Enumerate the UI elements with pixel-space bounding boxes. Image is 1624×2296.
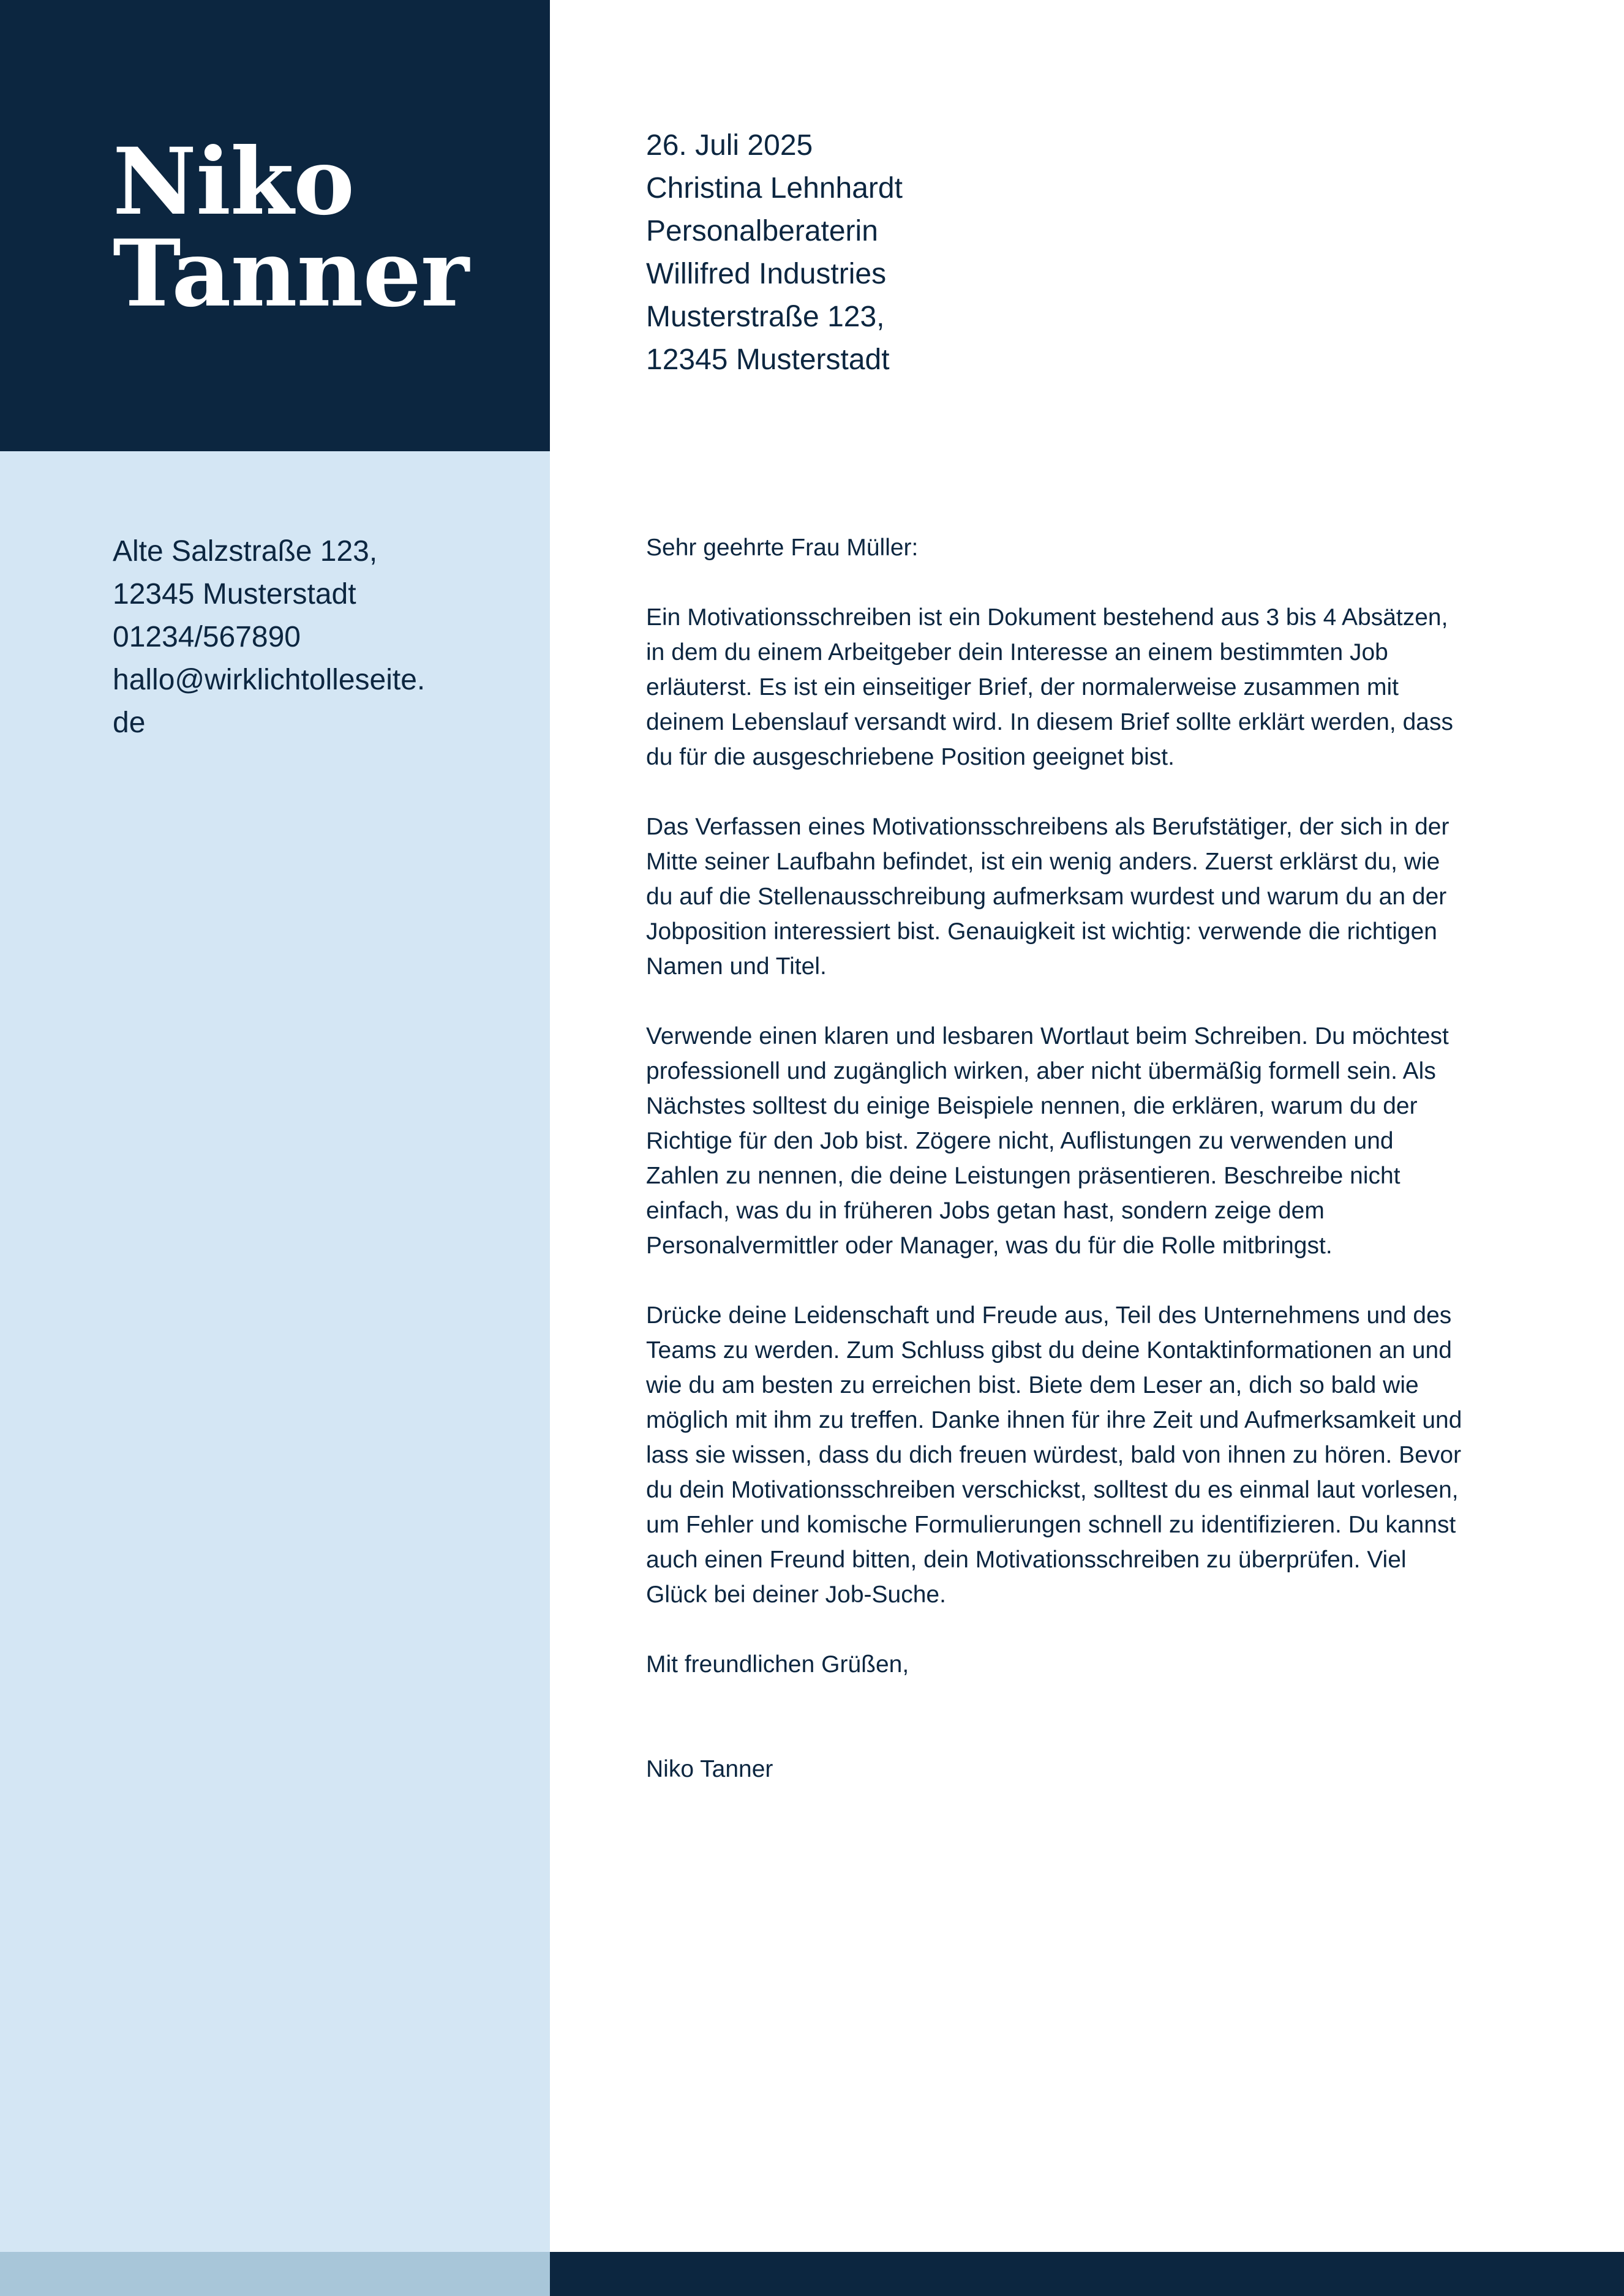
recipient-block	[646, 124, 903, 381]
letter-date: 26. Juli 2025	[646, 129, 813, 162]
sender-address-line1: Alte Salzstraße 123,	[113, 535, 378, 568]
footer-bar-right	[550, 2252, 1624, 2296]
recipient-city: 12345 Musterstadt	[646, 343, 890, 376]
footer-bar-left	[0, 2252, 550, 2296]
letter-paragraph: Ein Motivationsschreiben ist ein Dokument bestehend aus 3 bis 4 Absätzen, in dem du einem Arbeitgeber dein Interesse an einem bestimmten Job erläuterst. Es ist ein einseitiger Brief, der normalerweise zusammen mit deinem Lebenslauf versandt wird. In diesem Brief sollte erklärt werden, dass du für die ausgeschriebene Position geeignet bist.	[646, 604, 1453, 770]
letter-closing: Mit freundlichen Grüßen,	[646, 1651, 909, 1678]
letter-signature: Niko Tanner	[646, 1756, 773, 1782]
recipient-street: Musterstraße 123,	[646, 301, 885, 333]
letter-salutation: Sehr geehrte Frau Müller:	[646, 535, 919, 561]
sender-email-line1: hallo@wirklichtolleseite.	[113, 664, 426, 696]
sender-last-name: Tanner	[113, 220, 469, 328]
sender-address-line2: 12345 Musterstadt	[113, 578, 356, 610]
sender-contact-block	[113, 530, 480, 745]
recipient-name: Christina Lehnhardt	[646, 172, 903, 204]
sender-first-name: Niko	[113, 128, 355, 236]
letter-body	[646, 530, 1467, 1821]
letter-paragraph: Drücke deine Leidenschaft und Freude aus, Teil des Unternehmens und des Teams zu werden. Zum Schluss gibst du deine Kontaktinformationen an und wie du am besten zu erreichen bist. Biete dem Leser an, dich so bald wie möglich mit ihm zu treffen. Danke ihnen für ihre Zeit und Aufmerksamkeit und lass sie wissen, dass du dich freuen würdest, bald von ihnen zu hören. Bevor du dein Motivationsschreiben verschickst, solltest du es einmal laut vorlesen, um Fehler und komische Formulierungen schnell zu identifizieren. Du kannst auch einen Freund bitten, dein Motivationsschreiben zu überprüfen. Viel Glück bei deiner Job-Suche.	[646, 1302, 1462, 1608]
recipient-title: Personalberaterin	[646, 215, 878, 247]
recipient-company: Willifred Industries	[646, 258, 887, 290]
sender-email-line2: de	[113, 707, 146, 739]
sender-name	[113, 128, 469, 328]
letter-paragraph: Das Verfassen eines Motivationsschreibens als Berufstätiger, der sich in der Mitte seiner Laufbahn befindet, ist ein wenig anders. Zuerst erklärst du, wie du auf die Stellenausschreibung aufmerksam wurdest und warum du an der Jobposition interessiert bist. Genauigkeit ist wichtig: verwende die richtigen Namen und Titel.	[646, 814, 1449, 980]
sender-phone: 01234/567890	[113, 621, 301, 653]
letter-paragraph: Verwende einen klaren und lesbaren Wortlaut beim Schreiben. Du möchtest professionell und zugänglich wirken, aber nicht übermäßig formell sein. Als Nächstes solltest du einige Beispiele nennen, die erklären, warum du der Richtige für den Job bist. Zögere nicht, Auflistungen zu verwenden und Zahlen zu nennen, die deine Leistungen präsentieren. Beschreibe nicht einfach, was du in früheren Jobs getan hast, sondern zeige dem Personalvermittler oder Manager, was du für die Rolle mitbringst.	[646, 1023, 1449, 1259]
